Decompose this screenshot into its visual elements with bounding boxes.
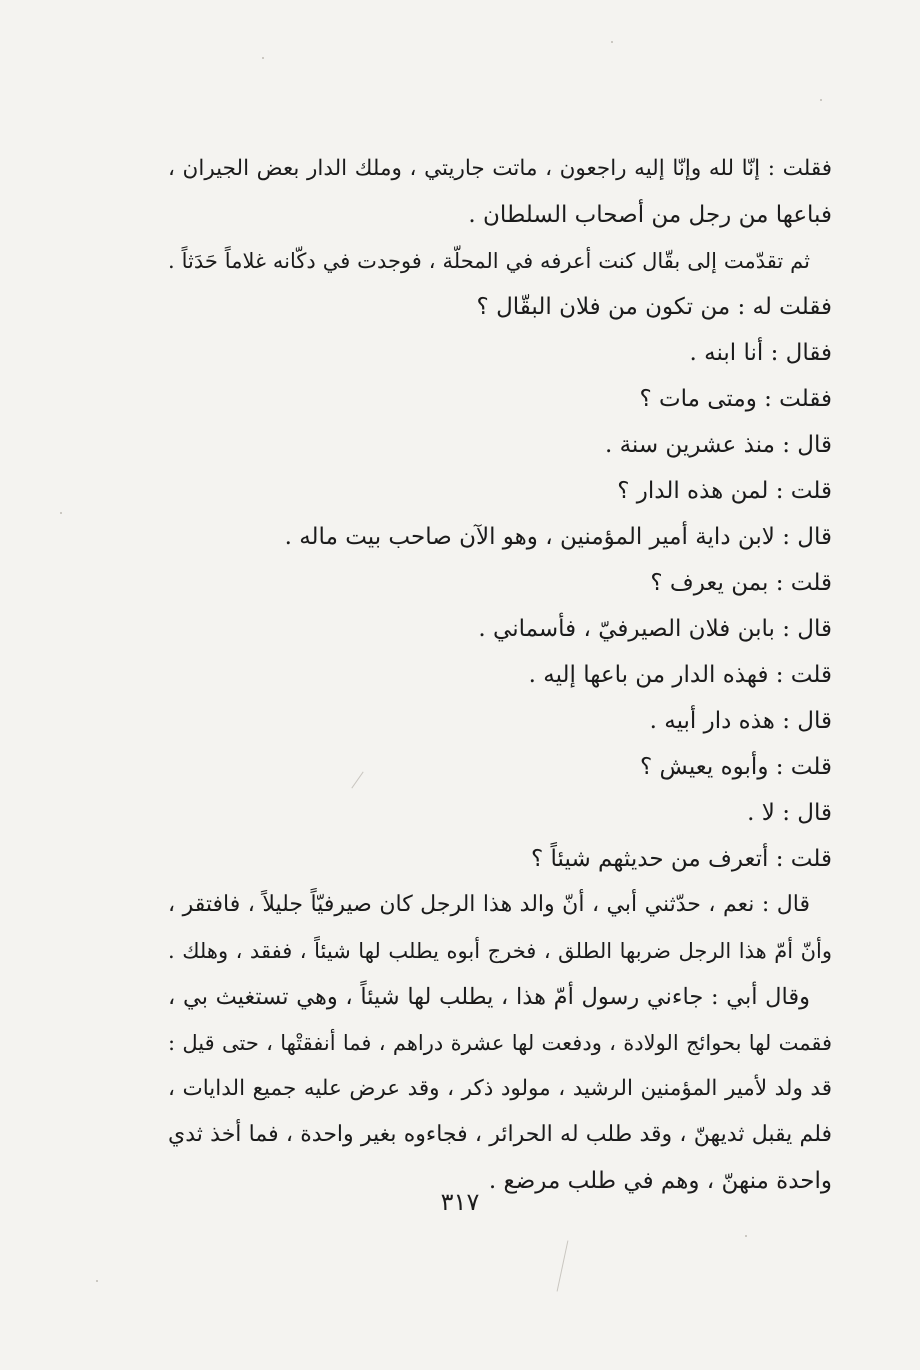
text-line: وقال أبي : جاءني رسول أمّ هذا ، يطلب لها شيئاً ، وهي تستغيث بي ، (168, 984, 810, 1010)
paper-speck (262, 57, 264, 59)
text-line: ثم تقدّمت إلى بقّال كنت أعرفه في المحلّة ، فوجدت في دكّانه غلاماً حَدَثاً . (168, 249, 810, 273)
text-line: قال : بابن فلان الصيرفيّ ، فأسماني . (478, 616, 832, 642)
paper-scratch (557, 1240, 569, 1291)
page-number: ٣١٧ (440, 1188, 480, 1216)
text-line: وأنّ أمّ هذا الرجل ضربها الطلق ، فخرج أبوه يطلب لها شيئاً ، ففقد ، وهلك . (168, 939, 832, 963)
text-line: قلت : وأبوه يعيش ؟ (640, 754, 832, 780)
text-line: قلت : أتعرف من حديثهم شيئاً ؟ (531, 846, 832, 872)
text-line: فلم يقبل ثديهنّ ، وقد طلب له الحرائر ، فجاءوه بغير واحدة ، فما أخذ ثدي (168, 1122, 832, 1147)
text-line: فقلت : إنّا لله وإنّا إليه راجعون ، ماتت جاريتي ، وملك الدار بعض الجيران ، (168, 156, 832, 181)
text-line: فقال : أنا ابنه . (689, 340, 832, 366)
text-line: قال : لابن داية أمير المؤمنين ، وهو الآن صاحب بيت ماله . (284, 524, 832, 550)
paper-speck (60, 512, 62, 514)
text-line: قلت : فهذه الدار من باعها إليه . (528, 662, 832, 688)
paper-speck (820, 99, 822, 101)
paper-speck (611, 41, 613, 43)
text-line: قد ولد لأمير المؤمنين الرشيد ، مولود ذكر ، وقد عرض عليه جميع الدايات ، (168, 1076, 832, 1101)
text-line: قال : لا . (747, 800, 832, 826)
paper-speck (745, 1235, 747, 1237)
text-line: قال : نعم ، حدّثني أبي ، أنّ والد هذا الرجل كان صيرفيّاً جليلاً ، فافتقر ، (168, 892, 810, 917)
text-line: قال : هذه دار أبيه . (649, 708, 832, 734)
text-line: فقلت : ومتى مات ؟ (639, 386, 832, 412)
text-line: قلت : بمن يعرف ؟ (650, 570, 832, 596)
text-line: واحدة منهنّ ، وهم في طلب مرضع . (488, 1168, 832, 1194)
text-line: فباعها من رجل من أصحاب السلطان . (468, 202, 832, 228)
text-line: قال : منذ عشرين سنة . (604, 432, 832, 458)
text-line: فقلت له : من تكون من فلان البقّال ؟ (476, 294, 832, 320)
text-line: قلت : لمن هذه الدار ؟ (617, 478, 832, 504)
body-text (168, 146, 832, 1204)
text-line: فقمت لها بحوائج الولادة ، ودفعت لها عشرة دراهم ، فما أنفقتْها ، حتى قيل : (168, 1031, 832, 1055)
paper-speck (96, 1280, 98, 1282)
